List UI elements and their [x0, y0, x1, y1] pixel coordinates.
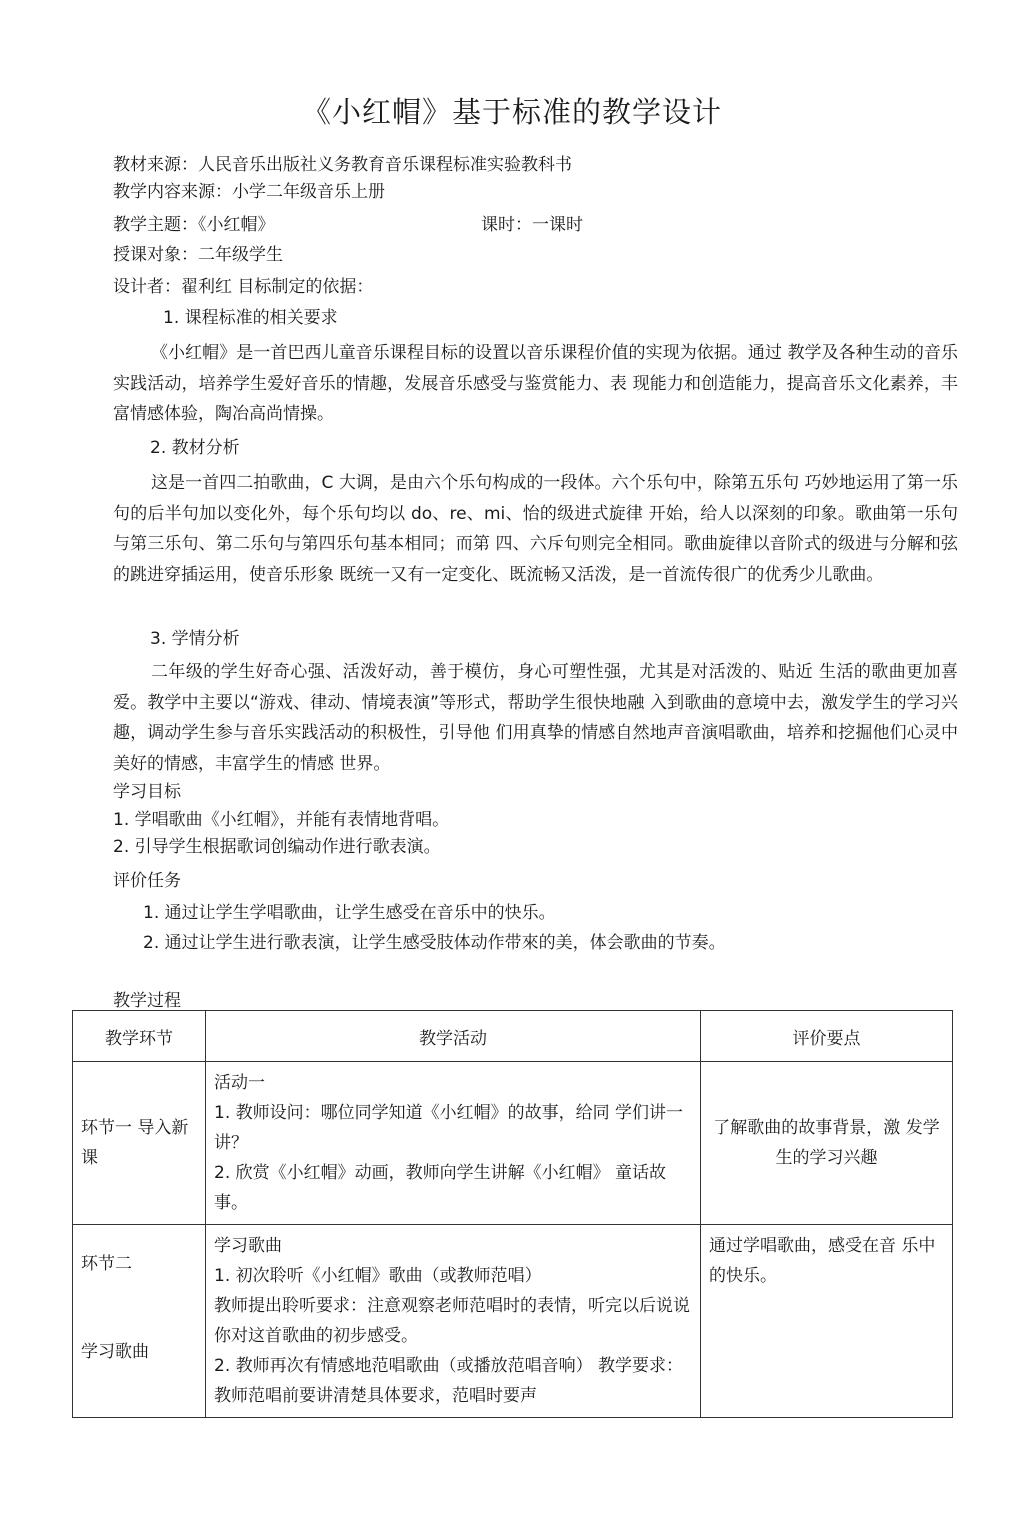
section-3-text: 二年级的学生好奇心强、活泼好动，善于模仿，身心可塑性强，尤其是对活泼的、贴近 生活的歌曲更加喜爱。教学中主要以“游戏、律动、情境表演”等形式，帮助学生很快地融 入到歌曲的意境中去，激发学生的学习兴趣，调动学生参与音乐实践活动的积极性，引导他 们用真挚的情感自然地声音演唱歌曲，培养和挖掘他们心灵中美好的情感，丰富学生的情感 世界。 [113, 662, 958, 774]
table-row [73, 1062, 953, 1225]
textbook-source: 教材来源：人民音乐出版社义务教育音乐课程标准实验教科书 [113, 155, 572, 175]
activity-cell [206, 1225, 701, 1418]
evaluation-cell: 通过学唱歌曲，感受在音 乐中的快乐。 [701, 1225, 953, 1418]
table-row [73, 1225, 953, 1418]
evaluation-item: 2. 通过让学生进行歌表演，让学生感受肢体动作带來的美，体会歌曲的节奏。 [143, 933, 726, 953]
activity-line: 1. 初次聆听《小红帽》歌曲（或教师范唱） [214, 1266, 542, 1286]
learning-goal-item: 1. 学唱歌曲《小红帽》，并能有表情地背唱。 [113, 810, 450, 830]
designer-line: 设计者：翟利红 目标制定的依据： [113, 277, 374, 297]
header-activity: 教学活动 [206, 1011, 701, 1062]
stage-label: 环节一 导入新课 [81, 1118, 189, 1168]
header-evaluation: 评价要点 [701, 1011, 953, 1062]
stage-cell [73, 1062, 206, 1225]
section-3-heading: 3. 学情分析 [150, 629, 240, 649]
stage-label: 学习歌曲 [81, 1342, 149, 1362]
activity-line: 教师提出聆听要求：注意观察老师范唱时的表情，听完以后说说你对这首歌曲的初步感受。 [214, 1296, 690, 1346]
evaluation-item: 1. 通过让学生学唱歌曲，让学生感受在音乐中的快乐。 [143, 903, 556, 923]
learning-goals-heading: 学习目标 [113, 782, 181, 802]
content-source: 教学内容来源：小学二年级音乐上册 [113, 182, 385, 202]
activity-line: 1. 教师设问：哪位同学知道《小红帽》的故事，给同 学们讲一讲？ [214, 1103, 684, 1153]
section-1-heading: 1. 课程标准的相关要求 [163, 308, 338, 328]
evaluation-cell: 了解歌曲的故事背景，激 发学生的学习兴趣 [701, 1062, 953, 1225]
teaching-process-table [72, 1010, 953, 1418]
section-1-text: 《小红帽》是一首巴西儿童音乐课程目标的设置以音乐课程价值的实现为依据。通过 教学及各种生动的音乐实践活动，培养学生爱好音乐的情趣，发展音乐感受与鉴赏能力、表 现能力和创造能力，提高音乐文化素养，丰富情感体验，陶冶高尚情操。 [113, 343, 958, 424]
section-2-heading: 2. 教材分析 [150, 438, 240, 458]
document-title: 《小红帽》基于标准的教学设计 [301, 95, 722, 129]
table-header-row [73, 1011, 953, 1062]
class-period: 课时：一课时 [481, 215, 583, 235]
process-heading: 教学过程 [113, 991, 181, 1011]
activity-cell [206, 1062, 701, 1225]
activity-line: 2. 教师再次有情感地范唱歌曲（或播放范唱音响） 教学要求：教师范唱前要讲清楚具体要求，范唱时要声 [214, 1356, 684, 1406]
activity-line: 2. 欣赏《小红帽》动画，教师向学生讲解《小红帽》 童话故事。 [214, 1163, 667, 1213]
evaluation-heading: 评价任务 [113, 871, 181, 891]
stage-label: 环节二 [81, 1254, 132, 1274]
stage-cell [73, 1225, 206, 1418]
teaching-theme: 教学主题：《小红帽》 [113, 215, 275, 235]
target-audience: 授课对象：二年级学生 [113, 245, 283, 265]
header-stage: 教学环节 [73, 1011, 206, 1062]
activity-line: 活动一 [214, 1073, 265, 1093]
learning-goal-item: 2. 引导学生根据歌词创编动作进行歌表演。 [113, 837, 441, 857]
activity-line: 学习歌曲 [214, 1236, 282, 1256]
section-2-text: 这是一首四二拍歌曲，C 大调，是由六个乐句构成的一段体。六个乐句中，除第五乐句 巧妙地运用了第一乐句的后半句加以变化外，每个乐句均以 do、re、mi、怡的级进式旋律 开始，给人以深刻的印象。歌曲第一乐句与第三乐句、第二乐句与第四乐句基本相同；而第 四、六斥句则完全相同。歌曲旋律以音阶式的级进与分解和弦的跳进穿插运用，使音乐形象 既统一又有一定变化、既流畅又活泼，是一首流传很广的优秀少儿歌曲。 [113, 473, 958, 585]
